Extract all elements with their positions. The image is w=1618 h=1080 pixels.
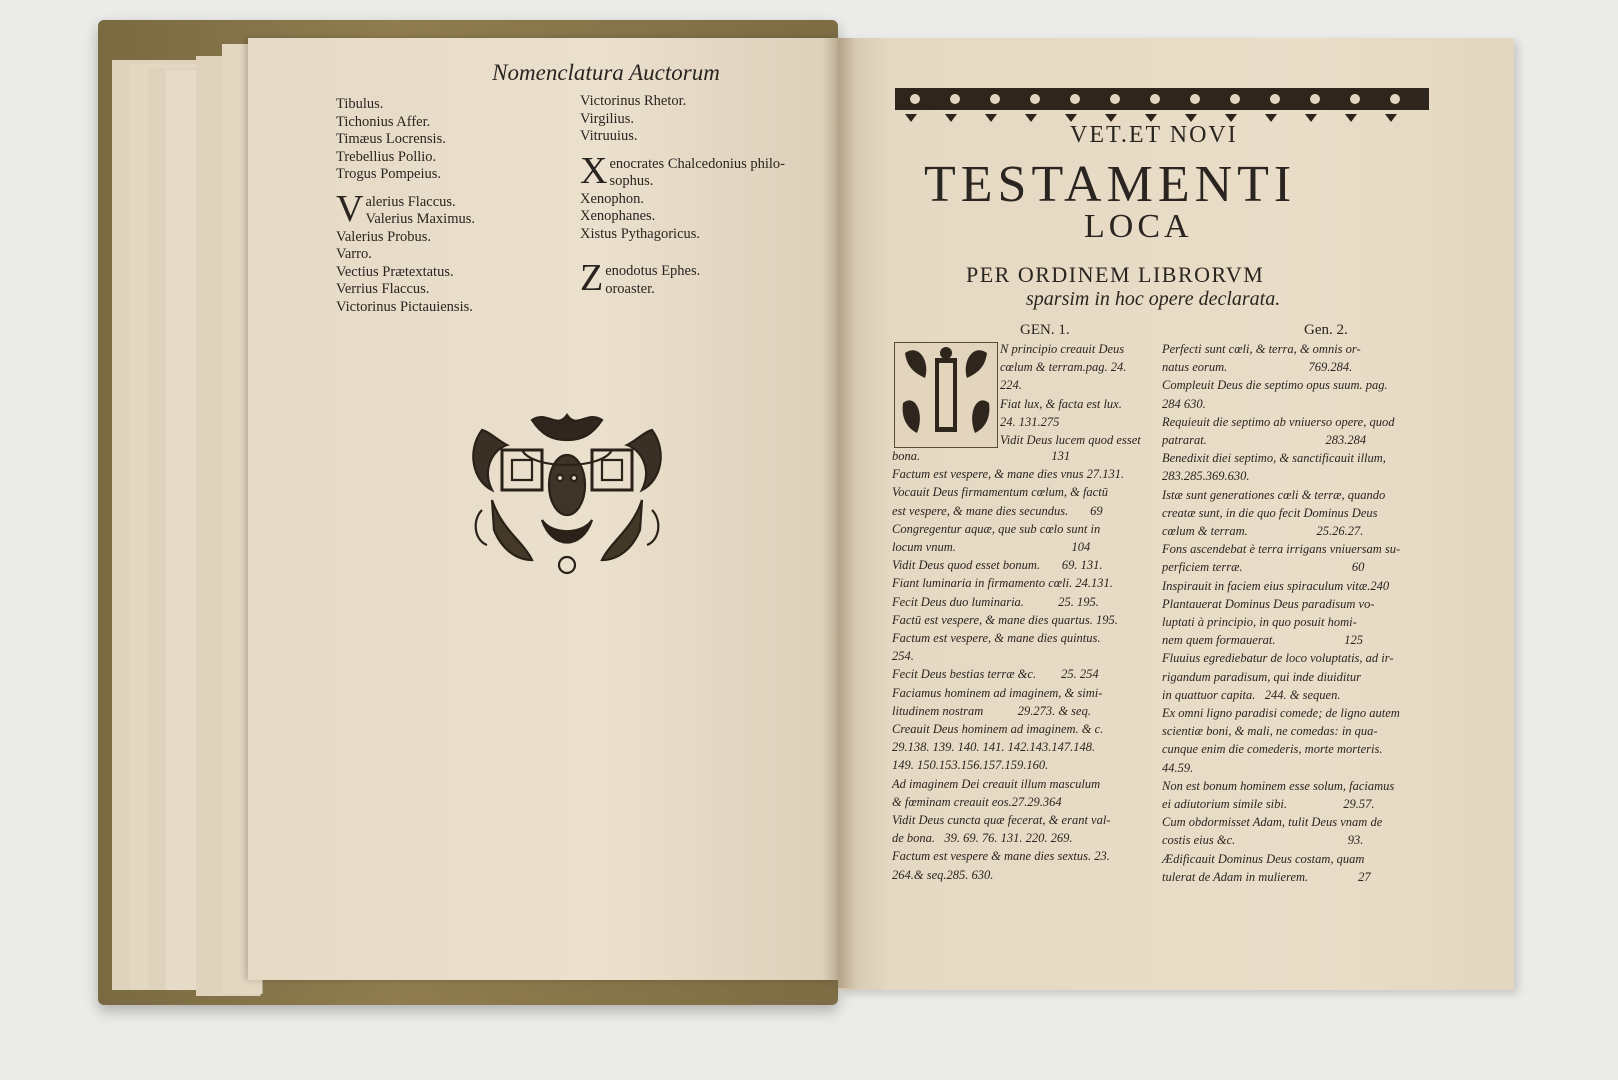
index-entry-line: Vidit Deus cuncta quæ fecerat, & erant val- [892,813,1111,828]
author-name: Vectius Prætextatus. [336,263,454,280]
index-entry-line: creatæ sunt, in die quo fecit Dominus Deus [1162,505,1378,520]
author-column-left [336,96,473,316]
author-name: Trogus Pompeius. [336,166,442,182]
index-entry-line: patrarat. 283.284 [1162,433,1367,448]
index-entry-line: Benedixit diei septimo, & sanctificauit illum, [1162,451,1386,466]
index-entry-line: Factū est vespere, & mane dies quartus. 195. [892,612,1118,627]
index-entry-line: Perfecti sunt cœli, & terra, & omnis or- [1162,342,1361,356]
subtitle-ordinem: PER ORDINEM LIBRORVM [966,262,1265,287]
index-entry-line: & fœminam creauit eos.27.29.364 [892,794,1062,809]
author-group-v [336,187,475,230]
index-entry-line: Creauit Deus hominem ad imaginem. & c. [892,722,1104,737]
index-entry-line: costis eius &c. 93. [1162,833,1364,848]
index-entry-line: Ad imaginem Dei creauit illum masculum [892,776,1101,791]
index-entry-line: cunque enim die comederis, morte morteris. [1162,742,1383,757]
author-name: Tichonius Affer. [336,113,431,130]
title-loca: LOCA [1084,208,1193,245]
index-entry-line: rigandum paradisum, qui inde diuiditur [1162,669,1361,684]
index-entry-line: locum vnum. 104 [892,540,1091,555]
index-entry-line: Factum est vespere, & mane dies vnus 27.131. [892,467,1125,482]
index-entry-line: Fluuius egrediebatur de loco voluptatis, ad ir- [1162,651,1394,666]
author-name: Virgilius. [580,110,635,127]
author-name: Trebellius Pollio. [336,148,437,165]
index-entries-gen1-top [1000,340,1141,449]
author-name: Varro. [336,246,372,262]
index-entry-line: nem quem formauerat. 125 [1162,633,1364,648]
index-entry-line: 224. [1000,378,1022,393]
author-name: alerius Flaccus. [365,193,456,210]
author-name: Victorinus Pictauiensis. [336,298,473,315]
index-entry-line: Vidit Deus quod esset bonum. 69. 131. [892,558,1103,573]
index-entry-line: 264.& seq.285. 630. [892,867,994,882]
index-entry-line: est vespere, & mane dies secundus. 69 [892,503,1103,518]
drop-capital: Z [580,257,604,299]
author-name: Valerius Maximus. [365,211,475,227]
printers-ornament-woodcut [462,410,672,580]
index-entry-line: 149. 150.153.156.157.159.160. [892,758,1049,773]
index-entry-line: 283.285.369.630. [1162,469,1250,484]
index-entry-line: Ædificauit Dominus Deus costam, quam [1162,851,1365,866]
index-entry-line: Requieuit die septimo ab vniuerso opere, quod [1162,414,1395,429]
author-group [336,229,473,317]
index-entry-line: cœlum & terram. 25.26.27. [1162,524,1364,539]
book-gutter [822,38,856,988]
column-heading-gen1: GEN. 1. [1020,322,1070,338]
author-group-z [580,257,756,299]
index-entry-line: Fiant luminaria in firmamento cœli. 24.131. [892,576,1113,591]
subtitle-sparsim: sparsim in hoc opere declarata. [1026,288,1281,310]
decorated-initial-i [894,342,998,448]
column-heading-gen2: Gen. 2. [1304,322,1348,338]
author-name: Tibulus. [336,96,384,112]
drop-capital: V [336,187,364,230]
author-group [580,93,756,146]
author-column-right [580,93,786,299]
index-entry-line: cœlum & terram.pag. 24. [1000,360,1127,375]
author-name: enocrates Chalcedonius philo- [609,155,786,172]
index-entry-line: in quattuor capita. 244. & sequen. [1162,687,1341,702]
page-title: TESTAMENTI [924,156,1297,213]
index-entry-line: scientiæ boni, & mali, ne comedas: in qua- [1162,724,1378,739]
index-entry-line: bona. 131 [892,449,1071,463]
drop-capital: X [580,149,608,192]
index-entry-line: luptati à principio, in quo posuit homi- [1162,615,1357,630]
index-entry-line: perficiem terræ. 60 [1162,560,1365,575]
author-name: Vitruuius. [580,128,638,144]
author-group [580,191,756,244]
index-entry-line: 24. 131.275 [1000,414,1060,429]
index-entry-line: Vocauit Deus firmamentum cœlum, & factū [892,485,1108,500]
index-entry-line: Fecit Deus duo luminaria. 25. 195. [892,594,1099,609]
author-group [336,96,473,184]
author-name: Victorinus Rhetor. [580,93,687,109]
index-entries-gen1 [892,447,1124,884]
author-name: Valerius Probus. [336,228,432,245]
author-name: oroaster. [605,280,655,297]
index-entry-line: Fons ascendebat è terra irrigans vniuersam su- [1162,542,1401,557]
index-entry-line: Istæ sunt generationes cœli & terræ, quando [1162,487,1386,502]
index-entry-line: 284 630. [1162,396,1206,411]
author-name: Verrius Flaccus. [336,281,430,297]
index-entry-line: tulerat de Adam in mulierem. 27 [1162,869,1371,884]
index-entry-line: 29.138. 139. 140. 141. 142.143.147.148. [892,740,1096,755]
index-entry-line: N principio creauit Deus [1000,342,1125,356]
author-name: sophus. [609,173,654,189]
index-entries-gen2 [1162,340,1400,886]
left-page-heading: Nomenclatura Auctorum [492,60,720,85]
index-entry-line: Cum obdormisset Adam, tulit Deus vnam de [1162,815,1383,830]
index-entry-line: de bona. 39. 69. 76. 131. 220. 269. [892,831,1073,846]
title-line-vet: VET.ET NOVI [1070,122,1238,148]
index-entry-line: 44.59. [1162,760,1194,775]
author-name: enodotus Ephes. [605,263,701,279]
index-entry-line: natus eorum. 769.284. [1162,360,1353,375]
index-entry-line: Faciamus hominem ad imaginem, & simi- [892,685,1103,700]
author-group-x [580,149,786,192]
index-entry-line: Factum est vespere, & mane dies quintus. [892,631,1101,646]
index-entry-line: Factum est vespere & mane dies sextus. 23. [892,849,1110,864]
author-name: Xistus Pythagoricus. [580,225,701,242]
index-entry-line: Non est bonum hominem esse solum, faciamus [1162,778,1395,793]
index-entry-line: litudinem nostram 29.273. & seq. [892,703,1091,718]
index-entry-line: Vidit Deus lucem quod esset [1000,433,1141,448]
index-entry-line: Fiat lux, & facta est lux. [1000,396,1122,411]
author-name: Xenophon. [580,190,645,207]
index-entry-line: Plantauerat Dominus Deus paradisum vo- [1162,596,1375,611]
author-name: Timæus Locrensis. [336,131,446,147]
index-entry-line: 254. [892,649,914,664]
author-name: Xenophanes. [580,208,656,224]
index-entry-line: ei adiutorium simile sibi. 29.57. [1162,797,1375,812]
index-entry-line: Congregentur aquæ, que sub cœlo sunt in [892,521,1101,536]
index-entry-line: Fecit Deus bestias terræ &c. 25. 254 [892,667,1099,682]
index-entry-line: Compleuit Deus die septimo opus suum. pag. [1162,378,1388,393]
index-entry-line: Ex omni ligno paradisi comede; de ligno autem [1162,706,1400,721]
index-entry-line: Inspirauit in faciem eius spiraculum vitæ.240 [1162,578,1390,593]
